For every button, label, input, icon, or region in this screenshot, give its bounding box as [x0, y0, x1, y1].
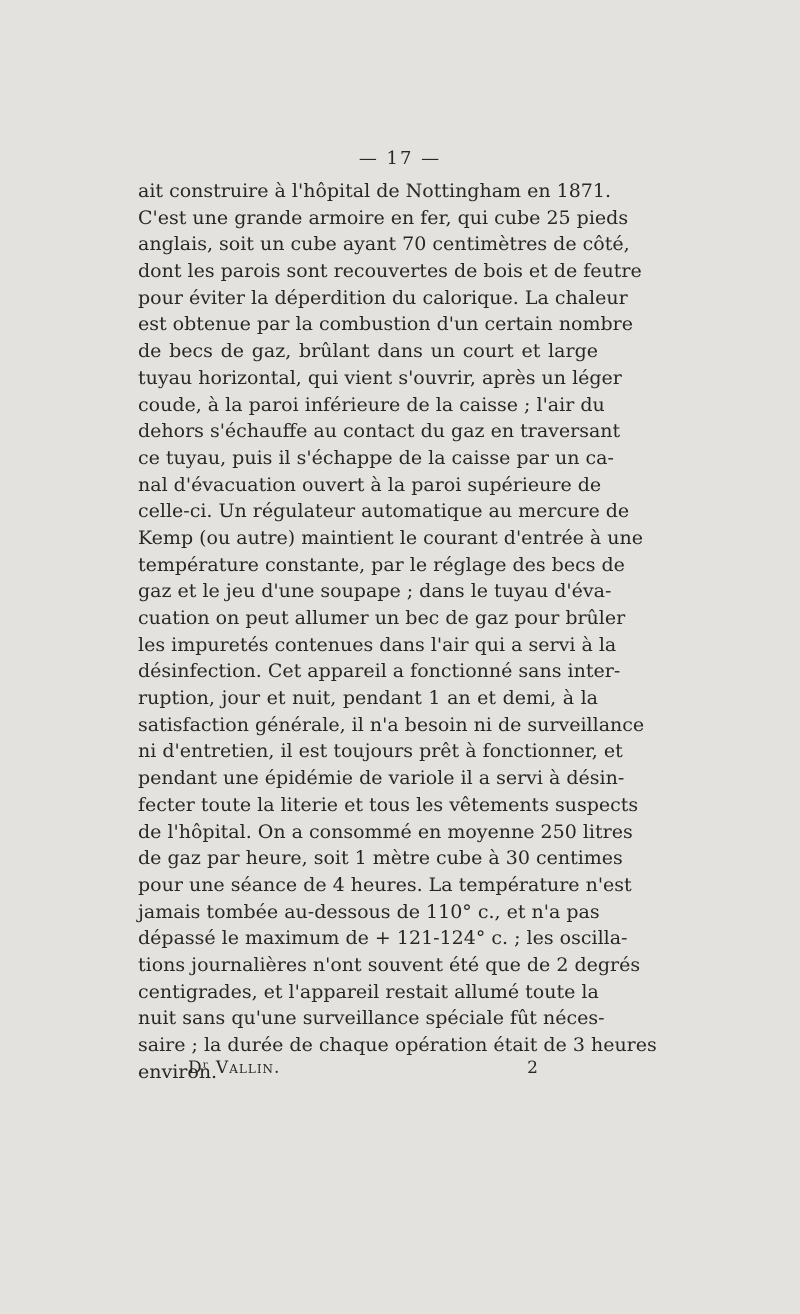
text-line: ni d'entretien, il est toujours prêt à fonctionner, et: [138, 740, 623, 763]
text-line: fecter toute la literie et tous les vêtements suspects: [138, 793, 639, 816]
text-line: tions journalières n'ont souvent été que de 2 degrés: [138, 953, 641, 976]
text-line: saire ; la durée de chaque opération était de 3 heures: [138, 1034, 657, 1056]
text-line: ce tuyau, puis il s'échappe de la caisse par un ca-: [138, 446, 614, 469]
text-line: coude, à la paroi inférieure de la caisse ; l'air du: [138, 393, 605, 416]
text-line: pendant une épidémie de variole il a servi à désin-: [138, 767, 625, 790]
text-line: centigrades, et l'appareil restait allumé toute la: [138, 980, 599, 1003]
text-line: anglais, soit un cube ayant 70 centimètres de côté,: [138, 233, 630, 256]
text-line: est obtenue par la combustion d'un certain nombre: [138, 313, 634, 336]
text-line: ait construire à l'hôpital de Nottingham en 1871.: [138, 180, 611, 202]
sheet-signature-mark: 2: [527, 1058, 538, 1078]
text-line: température constante, par le réglage des becs de: [138, 553, 625, 576]
text-line: dépassé le maximum de + 121-124° c. ; les oscilla-: [138, 927, 628, 950]
text-line: dont les parois sont recouvertes de bois et de feutre: [138, 260, 642, 283]
text-line: pour éviter la déperdition du calorique. La chaleur: [138, 286, 628, 309]
text-line: tuyau horizontal, qui vient s'ouvrir, après un léger: [138, 366, 622, 389]
text-line: gaz et le jeu d'une soupape ; dans le tuyau d'éva-: [138, 580, 612, 603]
text-line: environ.: [138, 1060, 218, 1083]
text-line: les impuretés contenues dans l'air qui a servi à la: [138, 633, 617, 656]
body-text: [138, 178, 657, 1085]
text-line: dehors s'échauffe au contact du gaz en traversant: [138, 420, 621, 443]
text-line: nal d'évacuation ouvert à la paroi supérieure de: [138, 473, 602, 496]
text-line: pour une séance de 4 heures. La température n'est: [138, 873, 632, 896]
text-line: Kemp (ou autre) maintient le courant d'entrée à une: [138, 526, 643, 549]
text-line: ruption, jour et nuit, pendant 1 an et demi, à la: [138, 687, 598, 710]
text-line: de becs de gaz, brûlant dans un court et large: [138, 340, 598, 363]
author-signature: Dʳ Vallin.: [188, 1058, 281, 1078]
text-line: C'est une grande armoire en fer, qui cube 25 pieds: [138, 206, 629, 229]
text-line: de l'hôpital. On a consommé en moyenne 250 litres: [138, 820, 633, 843]
text-line: cuation on peut allumer un bec de gaz pour brûler: [138, 607, 626, 629]
text-line: de gaz par heure, soit 1 mètre cube à 30 centimes: [138, 847, 623, 870]
text-line: désinfection. Cet appareil a fonctionné sans inter-: [138, 660, 621, 683]
text-line: satisfaction générale, il n'a besoin ni de surveillance: [138, 713, 645, 736]
text-line: nuit sans qu'une surveillance spéciale fût néces-: [138, 1007, 605, 1030]
text-line: celle-ci. Un régulateur automatique au mercure de: [138, 500, 630, 523]
text-line: jamais tombée au-dessous de 110° c., et n'a pas: [138, 900, 600, 923]
page-number: — 17 —: [358, 148, 442, 169]
page-footer: [188, 1058, 548, 1078]
